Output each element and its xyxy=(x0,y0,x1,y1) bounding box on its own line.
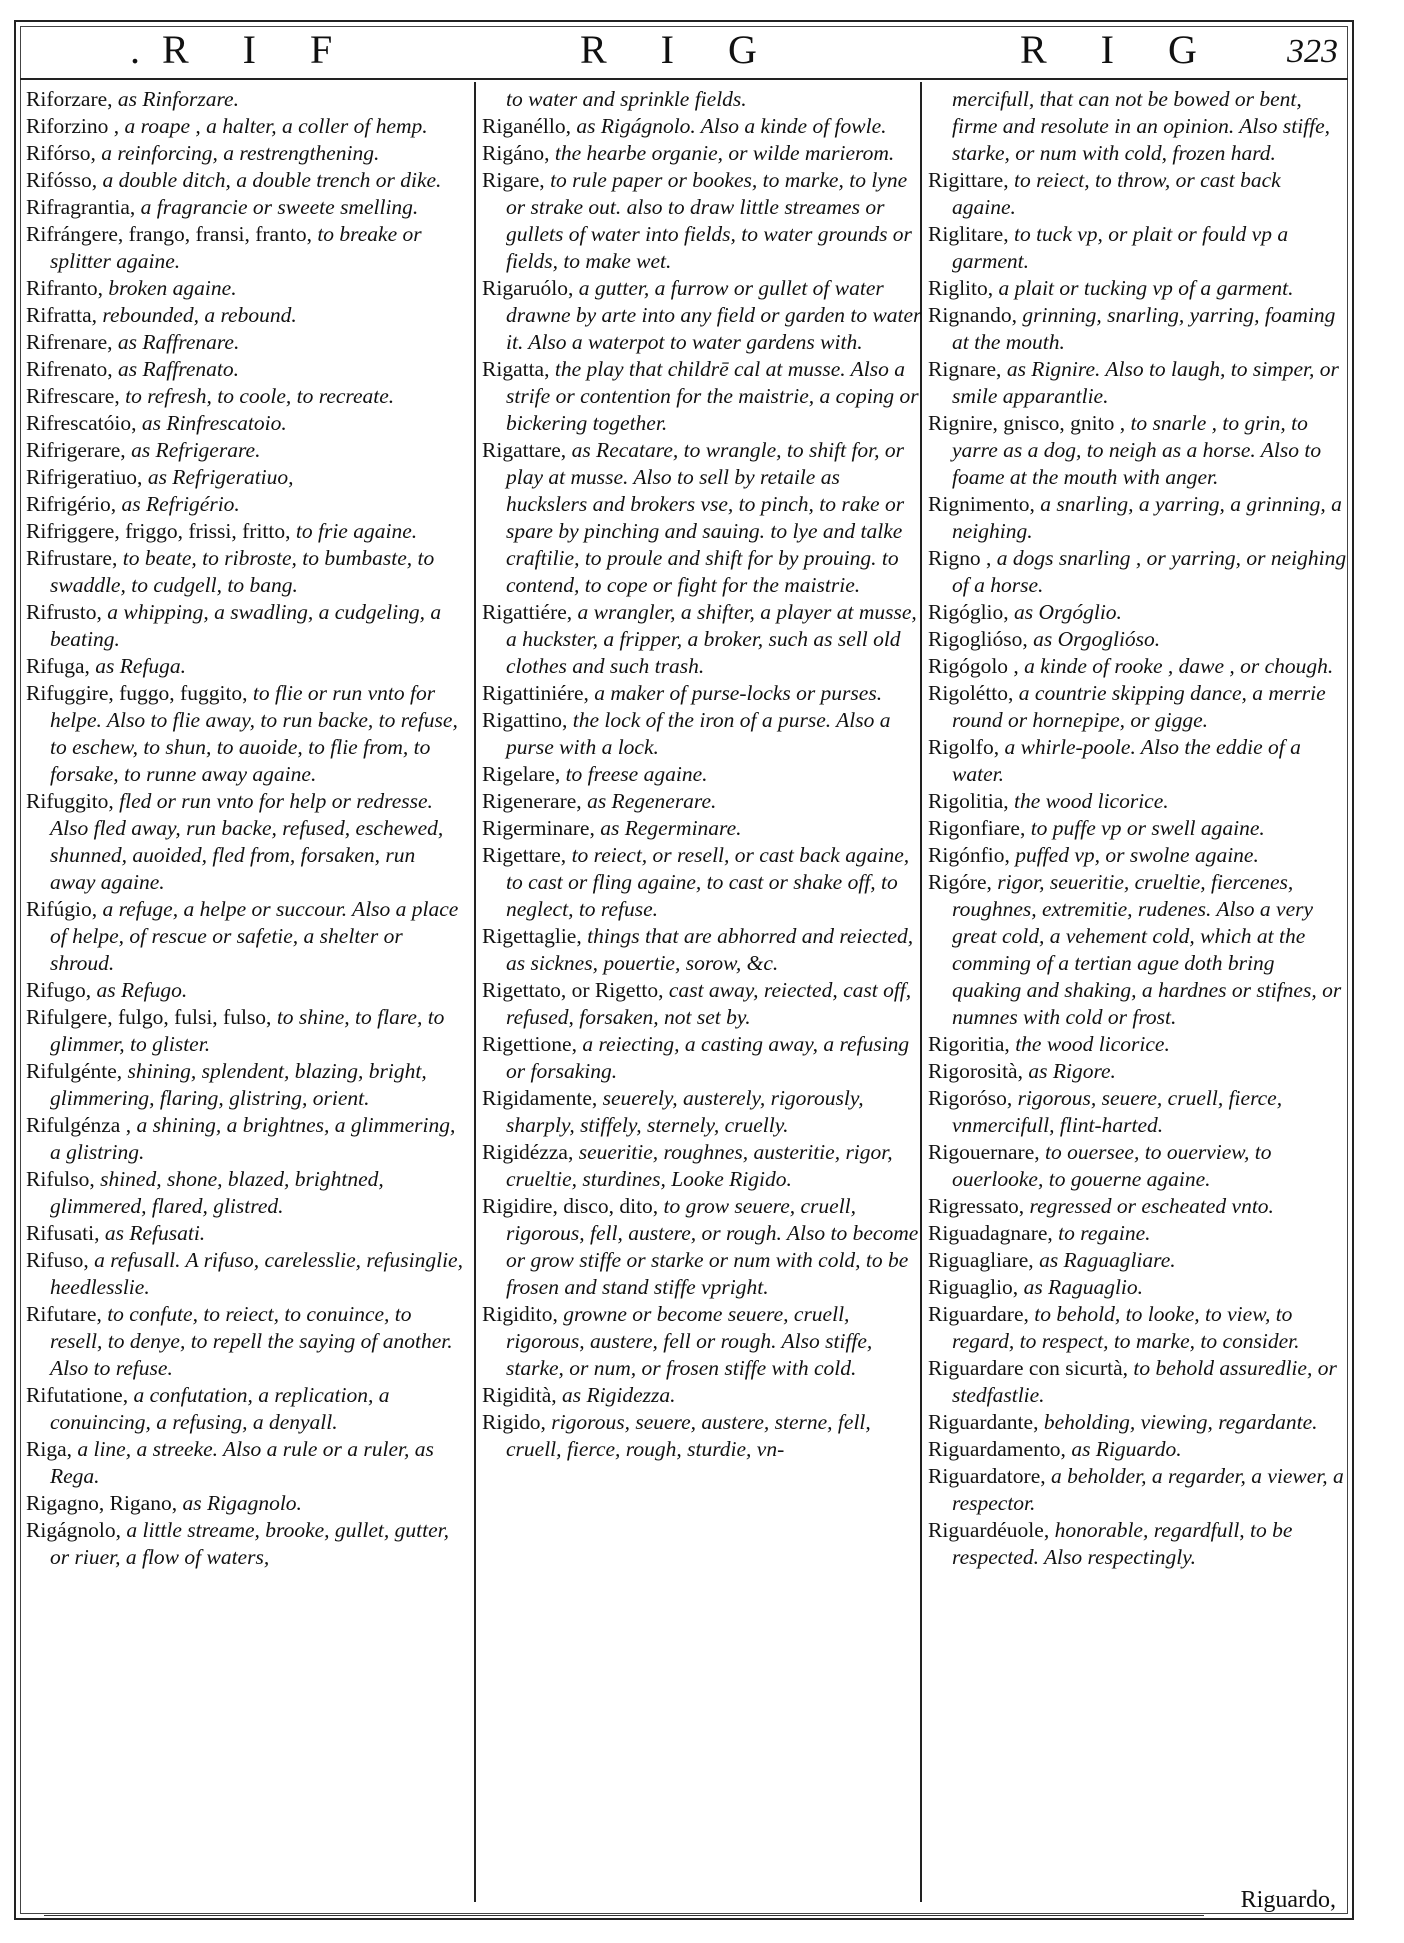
entry-definition: shined, shone, blazed, brightned, glimmered, flared, glistred. xyxy=(50,1167,384,1218)
entry-definition: to flie or run vnto for helpe. Also to flie away, to run backe, to refuse, to eschew, to shun, to auoide, to flie from, to forsake, to runne away againe. xyxy=(50,681,458,786)
column-1 xyxy=(26,86,466,1896)
dictionary-entry xyxy=(928,1517,1348,1571)
entry-headword: Rigare, xyxy=(482,168,551,192)
entry-headword: Rifutare, xyxy=(26,1302,108,1326)
entry-definition: to rule paper or bookes, to marke, to lyne or strake out. also to draw little streames or gullets of water into fields, to water grounds or fields, to make wet. xyxy=(506,168,912,273)
dictionary-entry xyxy=(26,1004,466,1058)
entry-headword: Rigettione, xyxy=(482,1032,583,1056)
dictionary-entry xyxy=(482,86,922,113)
entry-headword: Rigágnolo, xyxy=(26,1518,127,1542)
dictionary-entry xyxy=(26,329,466,356)
entry-definition: as Riguardo. xyxy=(1071,1437,1182,1461)
dictionary-entry xyxy=(928,1193,1348,1220)
dictionary-entry xyxy=(928,1247,1348,1274)
entry-headword: Riguardare, xyxy=(928,1302,1035,1326)
entry-headword: Rifrescatóio, xyxy=(26,411,142,435)
entry-definition: as Raffrenare. xyxy=(117,330,240,354)
entry-definition: a reinforcing, a restrengthening. xyxy=(101,141,380,165)
entry-headword: Rigorosità, xyxy=(928,1059,1029,1083)
dictionary-entry xyxy=(928,734,1348,788)
entry-headword: Riga, xyxy=(26,1437,78,1461)
entry-headword: Rifuga, xyxy=(26,654,96,678)
entry-headword: Rigolétto, xyxy=(928,681,1019,705)
dictionary-entry xyxy=(26,896,466,977)
entry-headword: Rifrigerare, xyxy=(26,438,132,462)
dictionary-entry xyxy=(26,545,466,599)
entry-definition: a kinde of rooke , dawe , or chough. xyxy=(1024,654,1334,678)
entry-headword: Riguardare con sicurtà, xyxy=(928,1356,1134,1380)
entry-definition: as Refuga. xyxy=(95,654,187,678)
dictionary-entry xyxy=(482,977,922,1031)
dictionary-entry xyxy=(482,1382,922,1409)
entry-definition: as Rinfrescatoio. xyxy=(141,411,287,435)
entry-headword: Riguagliare, xyxy=(928,1248,1040,1272)
entry-definition: as Regenerare. xyxy=(587,789,717,813)
entry-headword: Riforzare, xyxy=(26,87,118,111)
entry-headword: Riforzino , xyxy=(26,114,125,138)
entry-definition: to water and sprinkle fields. xyxy=(506,87,747,111)
dictionary-entry xyxy=(26,491,466,518)
column-rule-1 xyxy=(474,82,476,1902)
entry-headword: Rigolitia, xyxy=(928,789,1014,813)
dictionary-entry xyxy=(26,1436,466,1490)
dictionary-entry xyxy=(26,977,466,1004)
dictionary-entry xyxy=(482,167,922,275)
entry-headword: Rigettare, xyxy=(482,843,572,867)
dictionary-entry xyxy=(482,923,922,977)
entry-headword: Rifutatione, xyxy=(26,1383,134,1407)
entry-headword: Rigattiére, xyxy=(482,600,578,624)
dictionary-entry xyxy=(928,815,1348,842)
entry-definition: things that are abhorred and reiected, as sicknes, pouertie, sorow, &c. xyxy=(506,924,914,975)
entry-headword: Rigelare, xyxy=(482,762,566,786)
dictionary-entry xyxy=(928,680,1348,734)
entry-headword: Rigidire, disco, dito, xyxy=(482,1194,664,1218)
entry-definition: to puffe vp or swell againe. xyxy=(1030,816,1265,840)
entry-headword: Rifulgere, fulgo, fulsi, fulso, xyxy=(26,1005,277,1029)
entry-definition: to confute, to reiect, to conuince, to resell, to denye, to repell the saying of another. Also to refuse. xyxy=(50,1302,453,1380)
running-head-right: R I G xyxy=(1020,27,1219,72)
entry-definition: a line, a streeke. Also a rule or a ruler, as Rega. xyxy=(50,1437,434,1488)
entry-headword: Rifrigério, xyxy=(26,492,122,516)
entry-definition: a double ditch, a double trench or dike. xyxy=(102,168,442,192)
dictionary-entry xyxy=(928,410,1348,491)
dictionary-entry xyxy=(928,1355,1348,1409)
entry-definition: the wood licorice. xyxy=(1015,1032,1170,1056)
entry-headword: Rigidito, xyxy=(482,1302,564,1326)
dictionary-entry xyxy=(482,1139,922,1193)
page-number: 323 xyxy=(1287,33,1338,70)
entry-definition: to breake or splitter againe. xyxy=(50,222,422,273)
dictionary-entry xyxy=(928,1463,1348,1517)
entry-headword: Rifrescare, xyxy=(26,384,126,408)
entry-headword: Rigerminare, xyxy=(482,816,601,840)
running-head-center: R I G xyxy=(580,27,779,72)
dictionary-entry xyxy=(928,599,1348,626)
entry-definition: as Refrigerare. xyxy=(131,438,261,462)
entry-headword: Rigónfio, xyxy=(928,843,1016,867)
column-3 xyxy=(928,86,1348,1896)
entry-definition: as Rigágnolo. Also a kinde of fowle. xyxy=(576,114,887,138)
entry-definition: a refusall. A rifuso, carelesslie, refusinglie, heedlesslie. xyxy=(50,1248,463,1299)
entry-headword: Rifulgénte, xyxy=(26,1059,128,1083)
dictionary-entry xyxy=(928,626,1348,653)
entry-definition: a whipping, a swadling, a cudgeling, a beating. xyxy=(50,600,442,651)
entry-headword: Rigettaglie, xyxy=(482,924,588,948)
entry-headword: Rifórso, xyxy=(26,141,102,165)
dictionary-entry xyxy=(26,383,466,410)
entry-definition: a maker of purse-locks or purses. xyxy=(594,681,883,705)
entry-definition: as Refrigério. xyxy=(121,492,240,516)
entry-definition: to behold assuredlie, or stedfastlie. xyxy=(952,1356,1337,1407)
entry-headword: Rifriggere, friggo, frissi, fritto, xyxy=(26,519,296,543)
dictionary-entry xyxy=(928,653,1348,680)
dictionary-entry xyxy=(26,221,466,275)
dictionary-entry xyxy=(26,1301,466,1382)
dictionary-entry xyxy=(928,275,1348,302)
entry-headword: Rignare, xyxy=(928,357,1007,381)
entry-headword: Rigagno, Rigano, xyxy=(26,1491,183,1515)
entry-definition: a little streame, brooke, gullet, gutter, or riuer, a flow of waters, xyxy=(50,1518,449,1569)
dictionary-entry xyxy=(928,1058,1348,1085)
entry-definition: to reiect, to throw, or cast back againe. xyxy=(952,168,1281,219)
entry-headword: Rifulgénza , xyxy=(26,1113,137,1137)
entry-definition: to beate, to ribroste, to bumbaste, to swaddle, to cudgell, to bang. xyxy=(50,546,435,597)
entry-definition: regressed or escheated vnto. xyxy=(1029,1194,1274,1218)
entry-headword: Rigatta, xyxy=(482,357,555,381)
entry-definition: a countrie skipping dance, a merrie round or hornepipe, or gigge. xyxy=(952,681,1326,732)
entry-definition: to grow seuere, cruell, rigorous, fell, austere, or rough. Also to become or grow stiffe or starke or num with cold, to be frosen and stand stiffe vpright. xyxy=(506,1194,919,1299)
entry-definition: beholding, viewing, regardante. xyxy=(1043,1410,1318,1434)
entry-definition: to reiect, or resell, or cast back againe, to cast or fling againe, to cast or shake off, to neglect, to refuse. xyxy=(506,843,910,921)
entry-headword: Rifuso, xyxy=(26,1248,95,1272)
entry-headword: Rigogliósо, xyxy=(928,627,1034,651)
entry-definition: as Refrigeratiuo, xyxy=(147,465,294,489)
running-head-left: .R I F xyxy=(130,27,355,72)
entry-definition: to shine, to flare, to glimmer, to glister. xyxy=(50,1005,445,1056)
entry-headword: Rigittare, xyxy=(928,168,1014,192)
dictionary-entry xyxy=(928,869,1348,1031)
entry-headword: Rifrenato, xyxy=(26,357,118,381)
dictionary-entry xyxy=(928,545,1348,599)
entry-headword: Riglitare, xyxy=(928,222,1014,246)
dictionary-entry xyxy=(26,464,466,491)
entry-definition: a confutation, a replication, a conuincing, a refusing, a denyall. xyxy=(50,1383,390,1434)
dictionary-entry xyxy=(928,1085,1348,1139)
entry-definition: seueritie, roughnes, austeritie, rigor, crueltie, sturdines, Looke Rigido. xyxy=(506,1140,893,1191)
dictionary-entry xyxy=(928,1031,1348,1058)
entry-headword: Riglito, xyxy=(928,276,999,300)
entry-headword: Riguardante, xyxy=(928,1410,1044,1434)
entry-definition: a fragrancie or sweete smelling. xyxy=(140,195,419,219)
entry-definition: a wrangler, a shifter, a player at musse, a huckster, a fripper, a broker, such as sell old clothes and such trash. xyxy=(506,600,917,678)
entry-definition: a dogs snarling , or yarring, or neighing of a horse. xyxy=(952,546,1347,597)
entry-headword: Rifrigeratiuo, xyxy=(26,465,148,489)
entry-headword: Rigonfiare, xyxy=(928,816,1031,840)
dictionary-entry xyxy=(482,1085,922,1139)
entry-definition: to ouersee, to ouerview, to ouerlooke, to gouerne againe. xyxy=(952,1140,1272,1191)
dictionary-entry xyxy=(928,1274,1348,1301)
dictionary-entry xyxy=(482,113,922,140)
entry-headword: Rifuggito, xyxy=(26,789,120,813)
entry-definition: the hearbe organie, or wilde marierom. xyxy=(554,141,895,165)
entry-headword: Rifugo, xyxy=(26,978,97,1002)
entry-headword: Rigóglio, xyxy=(928,600,1015,624)
dictionary-entry xyxy=(26,113,466,140)
dictionary-entry xyxy=(928,221,1348,275)
dictionary-entry xyxy=(928,86,1348,167)
entry-definition: a roape , a halter, a coller of hemp. xyxy=(124,114,428,138)
entry-headword: Rignire, gnisco, gnito , xyxy=(928,411,1131,435)
dictionary-entry xyxy=(26,653,466,680)
dictionary-entry xyxy=(482,761,922,788)
entry-definition: mercifull, that can not be bowed or bent, firme and resolute in an opinion. Also stiffe, starke, or num with cold, frozen hard. xyxy=(952,87,1331,165)
entry-headword: Rigidamente, xyxy=(482,1086,603,1110)
entry-headword: Rigoróso, xyxy=(928,1086,1018,1110)
entry-headword: Rifulso, xyxy=(26,1167,101,1191)
dictionary-entry xyxy=(26,140,466,167)
entry-headword: Rigattiniére, xyxy=(482,681,595,705)
entry-definition: grinning, snarling, yarring, foaming at the mouth. xyxy=(952,303,1336,354)
entry-definition: to behold, to looke, to view, to regard, to respect, to marke, to consider. xyxy=(952,1302,1300,1353)
entry-definition: as Raguagliare. xyxy=(1039,1248,1176,1272)
entry-definition: to frie againe. xyxy=(295,519,418,543)
entry-headword: Rigidézza, xyxy=(482,1140,579,1164)
dictionary-entry xyxy=(928,842,1348,869)
entry-headword: Rigolfo, xyxy=(928,735,1005,759)
entry-definition: rigorous, seuere, cruell, fierce, vnmercifull, flint-harted. xyxy=(952,1086,1283,1137)
dictionary-entry xyxy=(482,815,922,842)
entry-definition: as Regerminare. xyxy=(600,816,742,840)
entry-headword: Rigressato, xyxy=(928,1194,1030,1218)
dictionary-entry xyxy=(482,356,922,437)
dictionary-entry xyxy=(928,491,1348,545)
dictionary-entry xyxy=(482,1301,922,1382)
entry-headword: Rifúgio, xyxy=(26,897,103,921)
dictionary-entry xyxy=(482,680,922,707)
entry-definition: the lock of the iron of a purse. Also a purse with a lock. xyxy=(506,708,891,759)
entry-headword: Rifranto, xyxy=(26,276,109,300)
footer-rule xyxy=(44,1915,1204,1916)
entry-definition: to freese againe. xyxy=(565,762,708,786)
entry-headword: Rifrángere, frango, fransi, franto, xyxy=(26,222,318,246)
entry-headword: Rigattino, xyxy=(482,708,573,732)
dictionary-entry xyxy=(26,410,466,437)
entry-definition: a gutter, a furrow or gullet of water drawne by arte into any field or garden to water it. Also a waterpot to water gardens with. xyxy=(506,276,922,354)
entry-definition: as Orgóglio. xyxy=(1014,600,1122,624)
entry-definition: a plait or tucking vp of a garment. xyxy=(998,276,1294,300)
entry-definition: to snarle , to grin, to yarre as a dog, to neigh as a horse. Also to foame at the mouth with anger. xyxy=(952,411,1322,489)
entry-headword: Rigoritia, xyxy=(928,1032,1016,1056)
dictionary-entry xyxy=(928,1436,1348,1463)
dictionary-page xyxy=(14,20,1354,1920)
entry-definition: as Rignire. Also to laugh, to simper, or smile apparantlie. xyxy=(952,357,1339,408)
entry-headword: Rifragrantia, xyxy=(26,195,141,219)
dictionary-entry xyxy=(482,788,922,815)
entry-headword: Rifratta, xyxy=(26,303,103,327)
entry-definition: broken againe. xyxy=(108,276,237,300)
entry-definition: a shining, a brightnes, a glimmering, a glistring. xyxy=(50,1113,456,1164)
entry-headword: Rigattare, xyxy=(482,438,572,462)
entry-definition: as Raffrenato. xyxy=(117,357,239,381)
entry-definition: the play that childrē cal at musse. Also a strife or contention for the maistrie, a coping or bickering together. xyxy=(506,357,919,435)
entry-definition: a reiecting, a casting away, a refusing or forsaking. xyxy=(506,1032,910,1083)
entry-headword: Rigidità, xyxy=(482,1383,563,1407)
entry-definition: a whirle-poole. Also the eddie of a water. xyxy=(952,735,1301,786)
entry-headword: Rigaruólo, xyxy=(482,276,579,300)
dictionary-entry xyxy=(482,1409,922,1463)
entry-definition: as Rigidezza. xyxy=(562,1383,676,1407)
dictionary-entry xyxy=(928,356,1348,410)
dictionary-entry xyxy=(482,707,922,761)
entry-definition: as Recatare, to wrangle, to shift for, or play at musse. Also to sell by retaile as huckslers and brokers vse, to pinch, to rake or spare by pinching and sauing. to lye and talke craftilie, to proule and shift for by prouing. to contend, to cope or fight for the maistrie. xyxy=(506,438,905,597)
entry-definition: fled or run vnto for help or redresse. Also fled away, run backe, refused, eschewed, shunned, auoided, fled from, forsaken, run away againe. xyxy=(50,789,444,894)
dictionary-entry xyxy=(482,437,922,599)
dictionary-entry xyxy=(26,1490,466,1517)
column-2 xyxy=(482,86,922,1896)
dictionary-entry xyxy=(26,599,466,653)
entry-headword: Riguardatore, xyxy=(928,1464,1051,1488)
entry-definition: as Orgogliósо. xyxy=(1033,627,1161,651)
entry-definition: rigor, seueritie, crueltie, fiercenes, roughnes, extremitie, rudenes. Also a very great cold, a vehement cold, which at the comming of a tertian ague doth bring quaking and shaking, a hardnes or stifnes, or numnes with cold or frost. xyxy=(952,870,1342,1029)
entry-definition: puffed vp, or swolne againe. xyxy=(1015,843,1259,867)
entry-definition: growne or become seuere, cruell, rigorous, austere, fell or rough. Also stiffe, starke, or num, or frosen stiffe with cold. xyxy=(506,1302,873,1380)
dictionary-entry xyxy=(928,1139,1348,1193)
dictionary-entry xyxy=(482,1031,922,1085)
entry-definition: to regaine. xyxy=(1058,1221,1151,1245)
entry-headword: Rignando, xyxy=(928,303,1023,327)
dictionary-entry xyxy=(928,1409,1348,1436)
entry-headword: Rifósso, xyxy=(26,168,103,192)
entry-headword: Rigido, xyxy=(482,1410,552,1434)
entry-definition: cast away, reiected, cast off, refused, forsaken, not set by. xyxy=(506,978,912,1029)
entry-definition: rigorous, seuere, austere, sterne, fell, cruell, fierce, rough, sturdie, vn- xyxy=(506,1410,871,1461)
dictionary-entry xyxy=(26,518,466,545)
dictionary-entry xyxy=(26,1112,466,1166)
entry-headword: Riguardamento, xyxy=(928,1437,1072,1461)
entry-definition: as Raguaglio. xyxy=(1023,1275,1144,1299)
entry-definition: as Refugo. xyxy=(96,978,188,1002)
entry-headword: Rifuggire, fuggo, fuggito, xyxy=(26,681,253,705)
dictionary-entry xyxy=(26,1382,466,1436)
dictionary-entry xyxy=(26,1058,466,1112)
dictionary-entry xyxy=(26,1220,466,1247)
entry-definition: as Rinforzare. xyxy=(117,87,239,111)
dictionary-entry xyxy=(26,1166,466,1220)
entry-definition: a refuge, a helpe or succour. Also a place of helpe, of rescue or safetie, a shelter or shroud. xyxy=(50,897,459,975)
entry-headword: Riganéllo, xyxy=(482,114,577,138)
dictionary-entry xyxy=(482,842,922,923)
catchword: Riguardo, xyxy=(1240,1887,1336,1913)
entry-headword: Riguardéuole, xyxy=(928,1518,1055,1542)
entry-definition: as Refusati. xyxy=(104,1221,206,1245)
entry-definition: the wood licorice. xyxy=(1014,789,1169,813)
entry-headword: Rifrusto, xyxy=(26,600,108,624)
dictionary-entry xyxy=(26,1517,466,1571)
dictionary-entry xyxy=(26,194,466,221)
dictionary-entry xyxy=(26,167,466,194)
dictionary-entry xyxy=(928,788,1348,815)
dictionary-entry xyxy=(928,167,1348,221)
dictionary-entry xyxy=(482,275,922,356)
entry-definition: honorable, regardfull, to be respected. Also respectingly. xyxy=(952,1518,1293,1569)
dictionary-entry xyxy=(482,1193,922,1301)
dictionary-entry xyxy=(26,437,466,464)
running-head xyxy=(20,24,1348,80)
entry-headword: Rifrustare, xyxy=(26,546,123,570)
entry-headword: Riguadagnare, xyxy=(928,1221,1059,1245)
dictionary-entry xyxy=(482,599,922,680)
entry-headword: Rigóre, xyxy=(928,870,998,894)
dictionary-entry xyxy=(928,302,1348,356)
entry-headword: Rifusati, xyxy=(26,1221,105,1245)
entry-headword: Rigenerare, xyxy=(482,789,588,813)
entry-headword: Rigógolo , xyxy=(928,654,1025,678)
dictionary-entry xyxy=(26,1247,466,1301)
dictionary-entry xyxy=(26,302,466,329)
entry-headword: Rigáno, xyxy=(482,141,555,165)
entry-definition: as Rigagnolo. xyxy=(182,1491,302,1515)
entry-headword: Rigno , xyxy=(928,546,997,570)
entry-headword: Rigouernare, xyxy=(928,1140,1046,1164)
dictionary-entry xyxy=(26,680,466,788)
entry-definition: as Rigore. xyxy=(1028,1059,1116,1083)
dictionary-entry xyxy=(26,788,466,896)
entry-definition: seuerely, austerely, rigorously, sharply, stiffely, sternely, cruelly. xyxy=(506,1086,864,1137)
entry-definition: a beholder, a regarder, a viewer, a respector. xyxy=(952,1464,1344,1515)
entry-definition: to tuck vp, or plait or fould vp a garment. xyxy=(952,222,1289,273)
dictionary-entry xyxy=(928,1220,1348,1247)
dictionary-entry xyxy=(26,86,466,113)
dictionary-entry xyxy=(26,356,466,383)
entry-definition: to refresh, to coole, to recreate. xyxy=(125,384,395,408)
dictionary-entry xyxy=(482,140,922,167)
entry-headword: Rigettato, or Rigetto, xyxy=(482,978,669,1002)
entry-headword: Riguaglio, xyxy=(928,1275,1024,1299)
entry-headword: Rifrenare, xyxy=(26,330,118,354)
entry-definition: rebounded, a rebound. xyxy=(102,303,297,327)
entry-definition: a snarling, a yarring, a grinning, a neighing. xyxy=(952,492,1342,543)
dictionary-entry xyxy=(26,275,466,302)
dictionary-entry xyxy=(928,1301,1348,1355)
entry-headword: Rignimento, xyxy=(928,492,1041,516)
entry-definition: shining, splendent, blazing, bright, glimmering, flaring, glistring, orient. xyxy=(50,1059,427,1110)
